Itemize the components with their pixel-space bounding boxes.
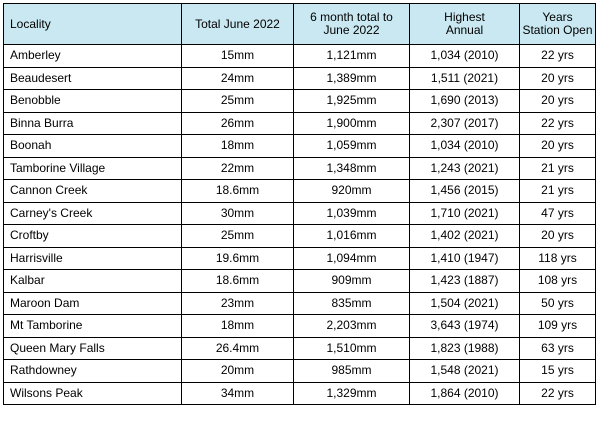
cell-six-month-total: 1,510mm <box>294 337 410 360</box>
cell-six-month-total: 1,389mm <box>294 67 410 90</box>
cell-years-station-open: 20 yrs <box>520 135 596 158</box>
cell-six-month-total: 1,329mm <box>294 382 410 405</box>
cell-highest-annual: 1,034 (2010) <box>410 45 520 68</box>
cell-total-june: 18mm <box>182 135 294 158</box>
cell-years-station-open: 20 yrs <box>520 90 596 113</box>
cell-years-station-open: 47 yrs <box>520 202 596 225</box>
cell-total-june: 26.4mm <box>182 337 294 360</box>
table-row <box>4 225 596 248</box>
cell-six-month-total: 985mm <box>294 360 410 383</box>
cell-years-station-open: 118 yrs <box>520 247 596 270</box>
cell-locality: Amberley <box>4 45 182 68</box>
table-row <box>4 315 596 338</box>
cell-years-station-open: 20 yrs <box>520 225 596 248</box>
cell-years-station-open: 22 yrs <box>520 45 596 68</box>
cell-highest-annual: 1,410 (1947) <box>410 247 520 270</box>
table-row <box>4 270 596 293</box>
table-row <box>4 45 596 68</box>
cell-six-month-total: 920mm <box>294 180 410 203</box>
cell-highest-annual: 1,034 (2010) <box>410 135 520 158</box>
table-row <box>4 157 596 180</box>
cell-total-june: 18mm <box>182 315 294 338</box>
cell-locality: Harrisville <box>4 247 182 270</box>
cell-total-june: 15mm <box>182 45 294 68</box>
header-years-station-open: Years Station Open <box>520 4 596 45</box>
table-body <box>4 45 596 405</box>
cell-six-month-total: 1,094mm <box>294 247 410 270</box>
cell-years-station-open: 21 yrs <box>520 157 596 180</box>
header-total-june: Total June 2022 <box>182 4 294 45</box>
cell-six-month-total: 1,121mm <box>294 45 410 68</box>
cell-six-month-total: 2,203mm <box>294 315 410 338</box>
cell-highest-annual: 1,690 (2013) <box>410 90 520 113</box>
cell-locality: Croftby <box>4 225 182 248</box>
rainfall-table <box>3 3 596 405</box>
cell-locality: Rathdowney <box>4 360 182 383</box>
cell-total-june: 18.6mm <box>182 270 294 293</box>
cell-total-june: 19.6mm <box>182 247 294 270</box>
cell-locality: Queen Mary Falls <box>4 337 182 360</box>
table-row <box>4 360 596 383</box>
cell-locality: Cannon Creek <box>4 180 182 203</box>
table-row <box>4 180 596 203</box>
cell-locality: Tamborine Village <box>4 157 182 180</box>
cell-locality: Wilsons Peak <box>4 382 182 405</box>
cell-locality: Carney's Creek <box>4 202 182 225</box>
table-row <box>4 337 596 360</box>
cell-years-station-open: 20 yrs <box>520 67 596 90</box>
cell-total-june: 18.6mm <box>182 180 294 203</box>
cell-years-station-open: 22 yrs <box>520 382 596 405</box>
cell-highest-annual: 1,864 (2010) <box>410 382 520 405</box>
cell-years-station-open: 21 yrs <box>520 180 596 203</box>
cell-locality: Mt Tamborine <box>4 315 182 338</box>
header-highest-annual: Highest Annual <box>410 4 520 45</box>
header-locality: Locality <box>4 4 182 45</box>
cell-total-june: 34mm <box>182 382 294 405</box>
cell-highest-annual: 3,643 (1974) <box>410 315 520 338</box>
cell-years-station-open: 109 yrs <box>520 315 596 338</box>
table-header <box>4 4 596 45</box>
cell-total-june: 24mm <box>182 67 294 90</box>
cell-six-month-total: 1,016mm <box>294 225 410 248</box>
cell-locality: Maroon Dam <box>4 292 182 315</box>
header-six-month-total: 6 month total to June 2022 <box>294 4 410 45</box>
cell-years-station-open: 108 yrs <box>520 270 596 293</box>
table-row <box>4 112 596 135</box>
cell-six-month-total: 835mm <box>294 292 410 315</box>
cell-highest-annual: 1,823 (1988) <box>410 337 520 360</box>
cell-highest-annual: 1,710 (2021) <box>410 202 520 225</box>
table-row <box>4 135 596 158</box>
cell-locality: Benobble <box>4 90 182 113</box>
cell-highest-annual: 1,456 (2015) <box>410 180 520 203</box>
cell-total-june: 22mm <box>182 157 294 180</box>
table-row <box>4 292 596 315</box>
cell-total-june: 20mm <box>182 360 294 383</box>
cell-highest-annual: 2,307 (2017) <box>410 112 520 135</box>
cell-years-station-open: 63 yrs <box>520 337 596 360</box>
cell-years-station-open: 50 yrs <box>520 292 596 315</box>
header-row <box>4 4 596 45</box>
cell-years-station-open: 22 yrs <box>520 112 596 135</box>
table-row <box>4 67 596 90</box>
cell-total-june: 30mm <box>182 202 294 225</box>
cell-six-month-total: 1,925mm <box>294 90 410 113</box>
cell-six-month-total: 1,039mm <box>294 202 410 225</box>
table-row <box>4 247 596 270</box>
cell-total-june: 26mm <box>182 112 294 135</box>
table-row <box>4 382 596 405</box>
cell-highest-annual: 1,243 (2021) <box>410 157 520 180</box>
table-row <box>4 202 596 225</box>
cell-total-june: 25mm <box>182 90 294 113</box>
cell-locality: Binna Burra <box>4 112 182 135</box>
cell-locality: Kalbar <box>4 270 182 293</box>
cell-locality: Beaudesert <box>4 67 182 90</box>
cell-highest-annual: 1,511 (2021) <box>410 67 520 90</box>
cell-six-month-total: 1,348mm <box>294 157 410 180</box>
cell-highest-annual: 1,402 (2021) <box>410 225 520 248</box>
cell-total-june: 25mm <box>182 225 294 248</box>
table-row <box>4 90 596 113</box>
cell-total-june: 23mm <box>182 292 294 315</box>
cell-highest-annual: 1,423 (1887) <box>410 270 520 293</box>
cell-six-month-total: 1,900mm <box>294 112 410 135</box>
cell-locality: Boonah <box>4 135 182 158</box>
cell-six-month-total: 1,059mm <box>294 135 410 158</box>
cell-highest-annual: 1,504 (2021) <box>410 292 520 315</box>
cell-years-station-open: 15 yrs <box>520 360 596 383</box>
cell-highest-annual: 1,548 (2021) <box>410 360 520 383</box>
cell-six-month-total: 909mm <box>294 270 410 293</box>
